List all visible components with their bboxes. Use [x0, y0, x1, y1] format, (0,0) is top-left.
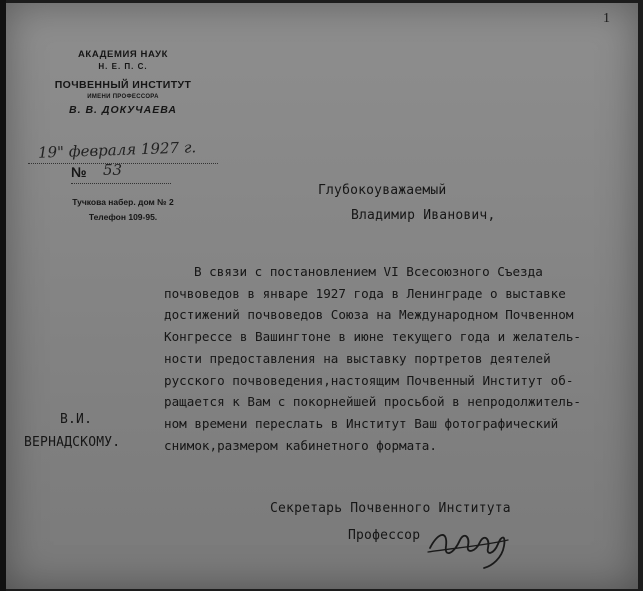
letter-body: [164, 261, 634, 456]
page-number: 1: [603, 11, 610, 26]
letterhead-named-after: ИМЕНИ ПРОФЕССОРА: [87, 94, 159, 100]
body-line: ности предоставления на выставку портретов деятелей: [164, 350, 551, 366]
addressee-initials: В.И.: [60, 412, 93, 427]
letter-sheet: [6, 3, 638, 589]
handwritten-signature: [424, 518, 512, 570]
address-phone: Телефон 109-95.: [88, 212, 158, 222]
letterhead-abbr: Н. Е. П. С.: [98, 62, 148, 71]
number-field: [71, 161, 171, 184]
body-line: ном времени переслать в Институт Ваш фотографический: [164, 415, 559, 431]
greeting-line-2: Владимир Иванович,: [351, 208, 496, 223]
body-line: В связи с постановлением VI Всесоюзного Съезда: [194, 264, 543, 279]
body-line: русского почвоведения,настоящим Почвенный Институт об-: [164, 372, 574, 388]
letterhead-name: В. В. ДОКУЧАЕВА: [69, 104, 177, 116]
body-line: достижений почвоведов Союза на Международном Почвенном: [164, 307, 574, 323]
letterhead: [38, 49, 208, 116]
body-line: почвоведов в январе 1927 года в Ленинграде о выставке: [164, 285, 566, 301]
body-line: Конгрессе в Вашингтоне в июне текущего года и желатель-: [164, 329, 582, 345]
signature-rank: Профессор: [348, 528, 421, 543]
number-prefix: №: [71, 164, 87, 180]
number-handwritten: 53: [103, 161, 123, 179]
address-street: Тучкова набер. дом № 2: [72, 197, 174, 207]
letterhead-academy: АКАДЕМИЯ НАУК: [77, 49, 169, 60]
body-line: ращается к Вам с покорнейшей просьбой в непродолжитель-: [164, 394, 582, 410]
signature-title: Секретарь Почвенного Института: [270, 501, 511, 516]
letterhead-address: [38, 195, 208, 225]
letterhead-institute: ПОЧВЕННЫЙ ИНСТИТУТ: [54, 79, 192, 91]
body-line: снимок,размером кабинетного формата.: [164, 437, 437, 453]
date-handwritten: 19" февраля 1927 г.: [37, 138, 197, 162]
greeting-line-1: Глубокоуважаемый: [318, 183, 447, 198]
addressee-surname: ВЕРНАДСКОМУ.: [24, 435, 121, 450]
